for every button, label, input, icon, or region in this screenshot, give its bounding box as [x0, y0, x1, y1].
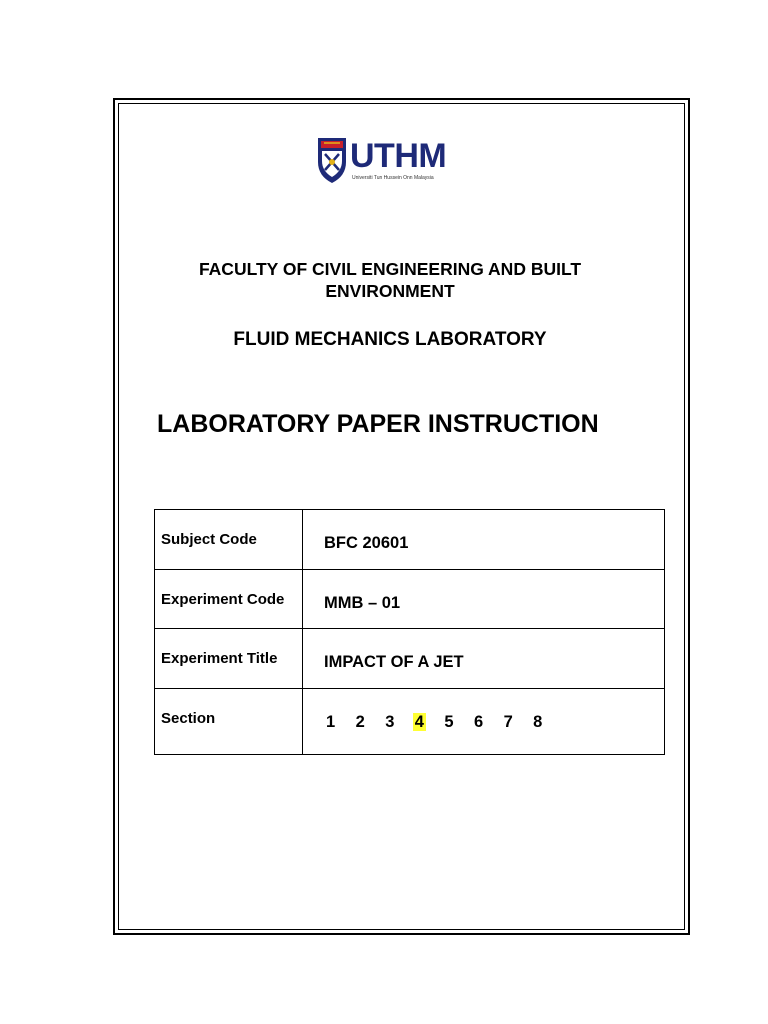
document-title: LABORATORY PAPER INSTRUCTION [157, 410, 599, 438]
section-option-number: 7 [503, 713, 513, 731]
uthm-crest-icon [316, 136, 348, 184]
table-row [155, 510, 665, 570]
section-option-number: 1 [326, 713, 336, 731]
laboratory-heading: FLUID MECHANICS LABORATORY [233, 329, 547, 350]
faculty-line-1: FACULTY OF CIVIL ENGINEERING AND BUILT [198, 259, 582, 279]
section-option-number: 8 [533, 713, 543, 731]
section-option-6 [472, 713, 502, 732]
section-options [324, 713, 664, 732]
subject-code-value: BFC 20601 [303, 510, 665, 570]
section-option-4 [413, 713, 443, 732]
faculty-line-2: ENVIRONMENT [325, 281, 455, 301]
logo-wordmark: UTHM [350, 137, 447, 175]
logo-tagline: Universiti Tun Hussein Onn Malaysia [352, 175, 434, 181]
uthm-logo [316, 136, 466, 190]
section-option-number: 2 [355, 713, 365, 731]
section-option-5 [442, 713, 472, 732]
section-option-7 [502, 713, 532, 732]
experiment-title-label: Experiment Title [155, 629, 303, 689]
subject-code-label: Subject Code [155, 510, 303, 570]
info-table [154, 509, 665, 755]
experiment-title-value: IMPACT OF A JET [303, 629, 665, 689]
section-option-number: 3 [385, 713, 395, 731]
table-row [155, 689, 665, 755]
section-label: Section [155, 689, 303, 755]
table-row [155, 629, 665, 689]
experiment-code-label: Experiment Code [155, 570, 303, 629]
section-option-8 [531, 713, 561, 732]
experiment-code-value: MMB – 01 [303, 570, 665, 629]
table-row [155, 570, 665, 629]
section-option-number: 4 [414, 713, 424, 731]
faculty-heading [150, 258, 630, 302]
section-option-2 [354, 713, 384, 732]
section-option-1 [324, 713, 354, 732]
section-option-number: 6 [473, 713, 484, 731]
section-values [303, 689, 665, 755]
section-option-3 [383, 713, 413, 732]
section-option-number: 5 [444, 713, 454, 731]
